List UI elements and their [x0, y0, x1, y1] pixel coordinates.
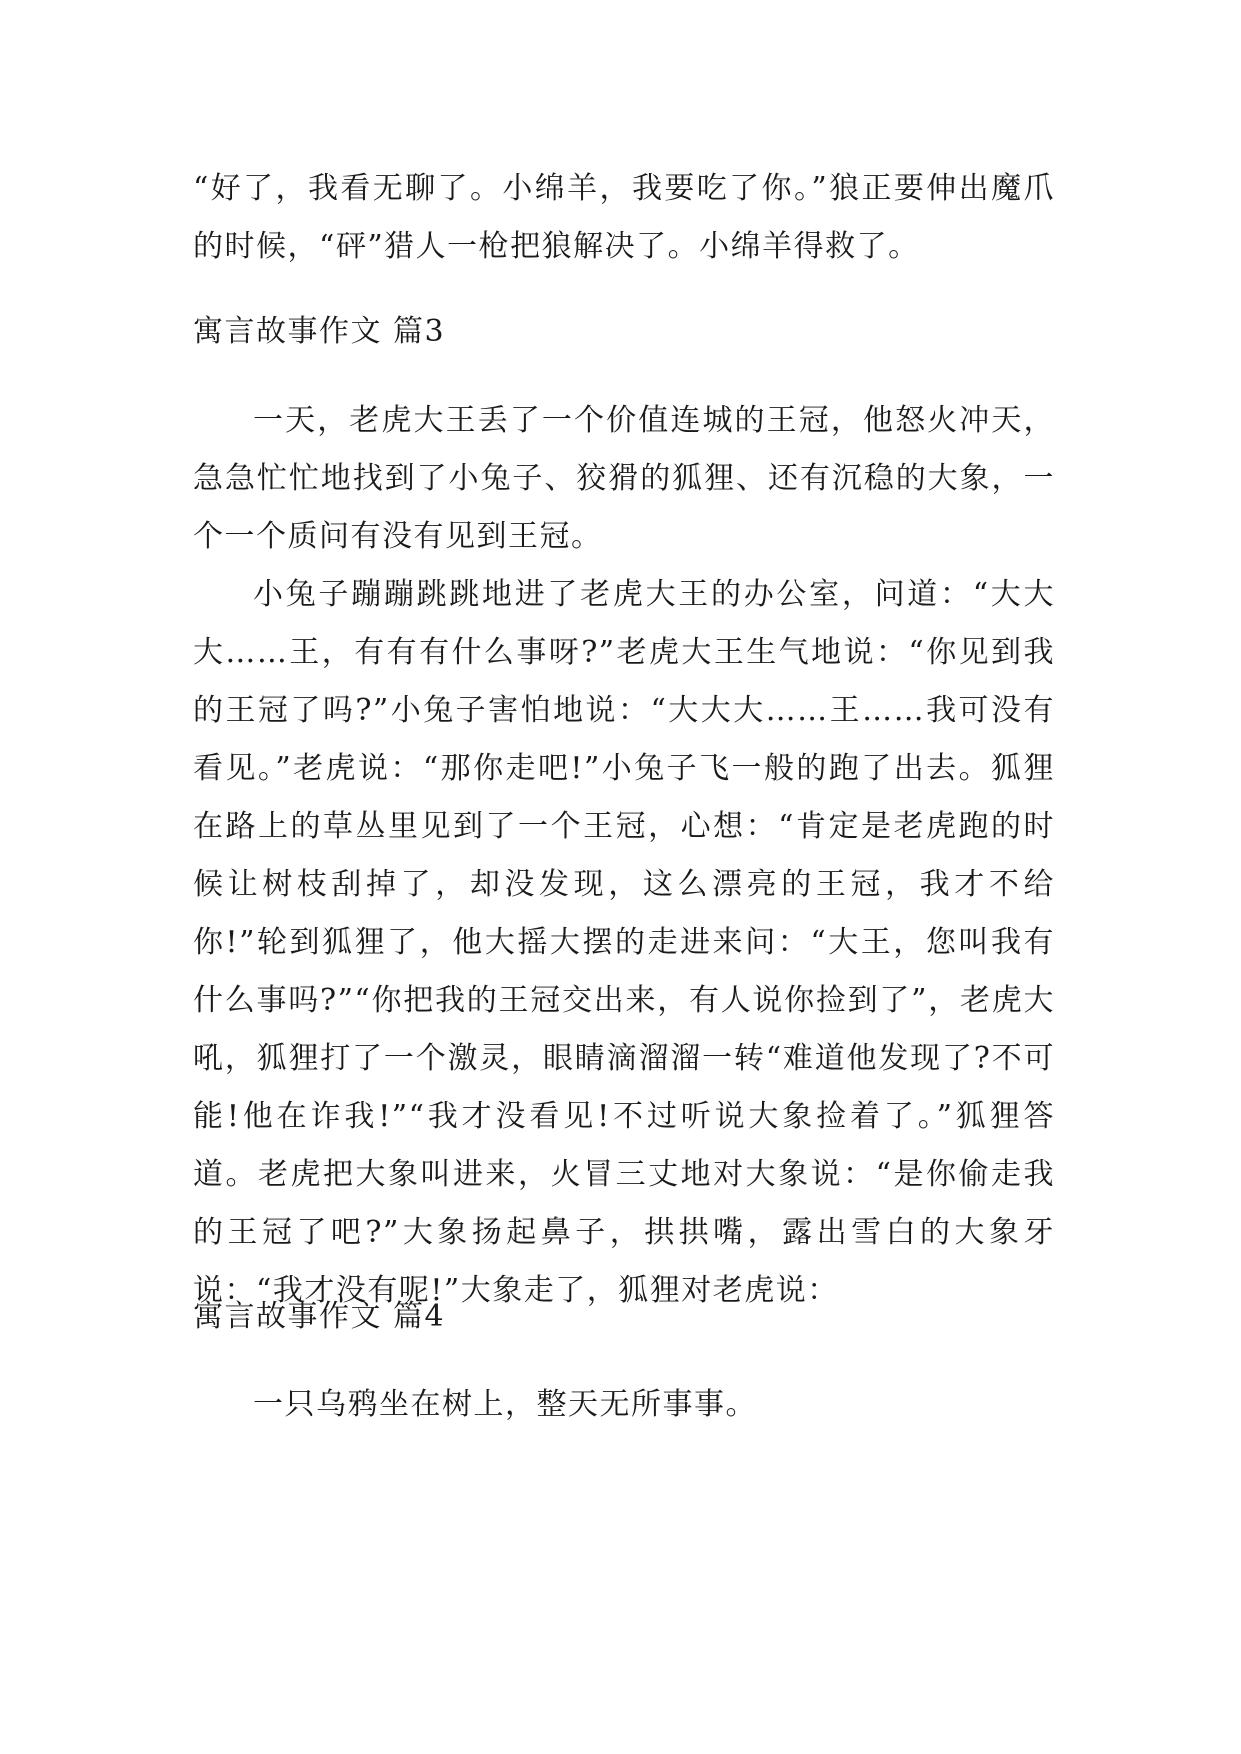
continuation-text: “好了，我看无聊了。小绵羊，我要吃了你。”狼正要伸出魔爪的时候，“砰”猎人一枪把狼解决了。小绵羊得救了。: [193, 171, 1055, 264]
section-4-heading: 寓言故事作文 篇4: [193, 1299, 446, 1334]
continuation-paragraph: [193, 160, 1055, 276]
section-3-body: [193, 392, 1055, 1320]
section-4-paragraph-1: 一只乌鸦坐在树上，整天无所事事。: [253, 1387, 757, 1422]
section-3-heading: 寓言故事作文 篇3: [193, 314, 446, 349]
section-3-paragraph-2: 小兔子蹦蹦跳跳地进了老虎大王的办公室，问道：“大大大……王，有有有什么事呀?”老虎大王生气地说：“你见到我的王冠了吗?”小兔子害怕地说：“大大大……王……我可没有看见。”老虎说：“那你走吧!”小兔子飞一般的跑了出去。狐狸在路上的草丛里见到了一个王冠，心想：“肯定是老虎跑的时候让树枝刮掉了，却没发现，这么漂亮的王冠，我才不给你!”轮到狐狸了，他大摇大摆的走进来问：“大王，您叫我有什么事吗?”“你把我的王冠交出来，有人说你捡到了”，老虎大吼，狐狸打了一个激灵，眼睛滴溜溜一转“难道他发现了?不可能!他在诈我!”“我才没看见!不过听说大象捡着了。”狐狸答道。老虎把大象叫进来，火冒三丈地对大象说：“是你偷走我的王冠了吧?”大象扬起鼻子，拱拱嘴，露出雪白的大象牙说：“我才没有呢!”大象走了，狐狸对老虎说：: [193, 577, 1055, 1308]
section-4-body: [193, 1376, 1055, 1434]
section-3-paragraph-1: 一天，老虎大王丢了一个价值连城的王冠，他怒火冲天，急急忙忙地找到了小兔子、狡猾的狐狸、还有沉稳的大象，一个一个质问有没有见到王冠。: [193, 403, 1055, 554]
